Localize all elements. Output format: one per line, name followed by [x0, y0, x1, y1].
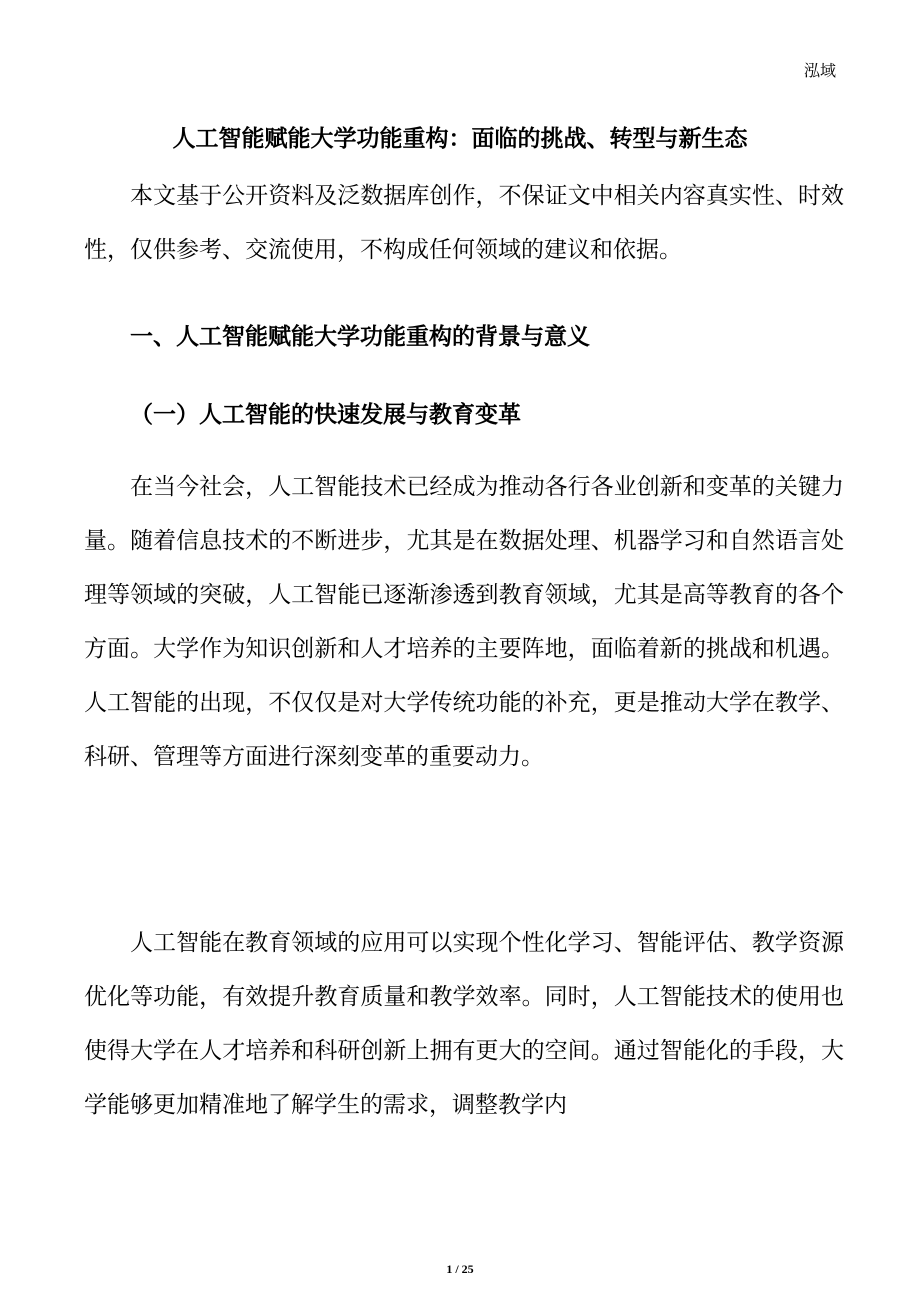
header-mark: 泓域 [803, 61, 836, 80]
subsection-heading: （一）人工智能的快速发展与教育变革 [130, 401, 521, 428]
body-paragraph: 在当今社会，人工智能技术已经成为推动各行各业创新和变革的关键力量。随着信息技术的不断进步，尤其是在数据处理、机器学习和自然语言处理等领域的突破，人工智能已逐渐渗透到教育领域，尤其是高等教育的各个方面。大学作为知识创新和人才培养的主要阵地，面临着新的挑战和机遇。人工智能的出现，不仅仅是对大学传统功能的补充，更是推动大学在教学、科研、管理等方面进行深刻变革的重要动力。 [84, 474, 844, 770]
document-title: 人工智能赋能大学功能重构：面临的挑战、转型与新生态 [172, 126, 748, 152]
disclaimer-paragraph: 本文基于公开资料及泛数据库创作，不保证文中相关内容真实性、时效性，仅供参考、交流使用，不构成任何领域的建议和依据。 [84, 183, 844, 263]
section-heading: 一、人工智能赋能大学功能重构的背景与意义 [130, 324, 590, 350]
page-number: 1 / 25 [446, 1262, 474, 1276]
body-paragraph: 人工智能在教育领域的应用可以实现个性化学习、智能评估、教学资源优化等功能，有效提升教育质量和教学效率。同时，人工智能技术的使用也使得大学在人才培养和科研创新上拥有更大的空间。通过智能化的手段，大学能够更加精准地了解学生的需求，调整教学内 [84, 930, 844, 1118]
